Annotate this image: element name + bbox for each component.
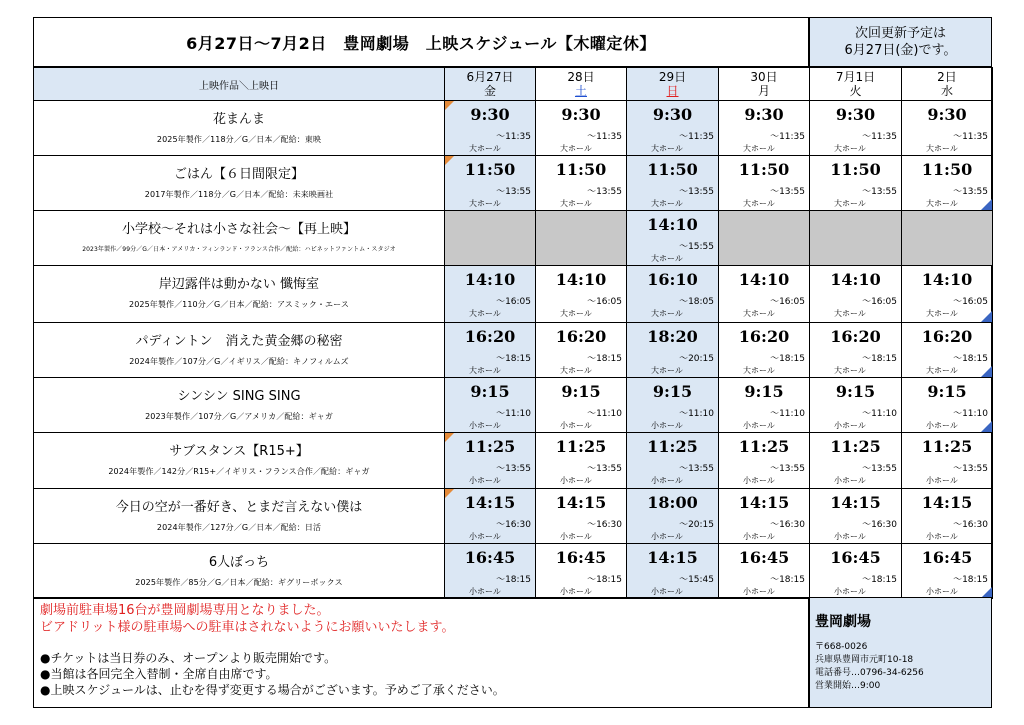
showtime-start: 14:15 xyxy=(738,493,790,512)
showtime-end: ～13:55 xyxy=(587,187,622,197)
film-title: サブスタンス【R15+】 xyxy=(169,444,309,459)
showtime-end: ～13:55 xyxy=(770,464,805,474)
showtime-cell xyxy=(902,266,993,323)
showtime-cell xyxy=(902,156,993,211)
showtime-start: 14:15 xyxy=(464,493,516,512)
showtime-start: 14:10 xyxy=(647,215,698,234)
showtime-end: ～16:30 xyxy=(496,520,531,530)
new-release-marker-icon xyxy=(445,433,454,442)
screen-hall: 小ホール xyxy=(743,421,775,430)
film-row xyxy=(34,156,993,211)
showtime-cell xyxy=(536,544,627,599)
day-header xyxy=(536,68,627,101)
film-title: 岸辺露伴は動かない 懺悔室 xyxy=(158,277,320,292)
street-address: 兵庫県豊岡市元町10-18 xyxy=(815,655,914,665)
showtime-cell xyxy=(627,156,719,211)
showtime-start: 16:20 xyxy=(830,327,881,346)
phone-number: 電話番号…0796-34-6256 xyxy=(815,668,924,678)
showtime-cell xyxy=(536,323,627,378)
screen-hall: 小ホール xyxy=(469,421,501,430)
film-info xyxy=(34,378,445,433)
screen-hall: 小ホール xyxy=(469,476,501,485)
showtime-cell xyxy=(719,489,810,544)
day-header xyxy=(719,68,810,101)
screen-hall: 大ホール xyxy=(560,366,592,375)
no-showing-cell xyxy=(719,211,810,266)
screen-hall: 大ホール xyxy=(469,366,501,375)
showtime-start: 14:10 xyxy=(830,270,881,289)
no-showing-cell xyxy=(902,211,993,266)
showtime-end: ～18:15 xyxy=(496,354,531,364)
showtime-cell xyxy=(719,266,810,323)
showtime-cell xyxy=(810,323,902,378)
screen-hall: 大ホール xyxy=(743,144,775,153)
showtime-end: ～18:15 xyxy=(587,354,622,364)
final-day-marker-icon xyxy=(981,421,992,432)
page-title: 6月27日～7月2日 豊岡劇場 上映スケジュール【木曜定休】 xyxy=(33,17,809,67)
screen-hall: 大ホール xyxy=(651,309,683,318)
showtime-start: 9:30 xyxy=(927,105,967,124)
showtime-end: ～11:35 xyxy=(679,132,714,142)
showtime-end: ～13:55 xyxy=(953,187,988,197)
film-title: 花まんま xyxy=(212,112,265,127)
no-showing-cell xyxy=(445,211,536,266)
theater-info xyxy=(809,597,992,708)
film-title: ごはん【６日間限定】 xyxy=(173,167,304,182)
showtime-end: ～16:05 xyxy=(953,297,988,307)
showtime-start: 11:50 xyxy=(738,160,790,179)
showtime-end: ～13:55 xyxy=(953,464,988,474)
showtime-end: ～16:30 xyxy=(862,520,897,530)
showtime-start: 16:20 xyxy=(921,327,973,346)
day-header xyxy=(627,68,719,101)
screen-hall: 大ホール xyxy=(834,366,866,375)
showtime-start: 16:45 xyxy=(738,548,790,567)
screen-hall: 小ホール xyxy=(926,476,958,485)
showtime-cell xyxy=(445,156,536,211)
screen-hall: 大ホール xyxy=(743,199,775,208)
screen-hall: 大ホール xyxy=(651,144,683,153)
screen-hall: 小ホール xyxy=(560,532,592,541)
film-row xyxy=(34,323,993,378)
new-release-marker-icon xyxy=(445,489,454,498)
showtime-start: 16:45 xyxy=(555,548,607,567)
showtime-end: ～13:55 xyxy=(496,187,531,197)
postal-code: 〒668-0026 xyxy=(815,642,868,652)
showtime-end: ～18:15 xyxy=(496,575,531,585)
showtime-start: 11:50 xyxy=(921,160,973,179)
showtime-start: 9:15 xyxy=(835,382,876,401)
film-row xyxy=(34,544,993,599)
screen-hall: 小ホール xyxy=(560,476,592,485)
showtime-start: 9:15 xyxy=(561,382,601,401)
film-info xyxy=(34,211,445,266)
opening-time: 営業開始…9:00 xyxy=(815,681,881,691)
showtime-cell xyxy=(445,266,536,323)
showtime-end: ～13:55 xyxy=(862,464,897,474)
film-details: 2023年製作／107分／G／アメリカ／配給：ギャガ xyxy=(145,412,333,421)
showtime-end: ～16:30 xyxy=(770,520,805,530)
showtime-cell xyxy=(627,211,719,266)
showtime-cell xyxy=(445,323,536,378)
showtime-start: 16:45 xyxy=(921,548,973,567)
day-date: 28日 xyxy=(567,70,595,84)
new-release-marker-icon xyxy=(445,101,454,110)
showtime-end: ～13:55 xyxy=(679,464,714,474)
showtime-end: ～11:10 xyxy=(496,409,531,419)
new-release-marker-icon xyxy=(445,156,454,165)
footer-notes xyxy=(33,597,809,708)
showtime-start: 9:15 xyxy=(652,382,693,401)
showtime-cell xyxy=(445,101,536,156)
showtime-start: 16:45 xyxy=(830,548,881,567)
showtime-cell xyxy=(627,378,719,433)
screen-hall: 大ホール xyxy=(651,199,683,208)
film-row xyxy=(34,378,993,433)
screen-hall: 大ホール xyxy=(560,144,592,153)
screen-hall: 小ホール xyxy=(651,476,683,485)
showtime-start: 14:10 xyxy=(921,270,973,289)
showtime-end: ～13:55 xyxy=(496,464,531,474)
showtime-end: ～11:10 xyxy=(953,409,988,419)
showtime-cell xyxy=(810,433,902,489)
screen-hall: 小ホール xyxy=(743,532,775,541)
screen-hall: 小ホール xyxy=(651,532,683,541)
screen-hall: 大ホール xyxy=(926,199,958,208)
showtime-end: ～20:15 xyxy=(679,354,714,364)
showtime-cell xyxy=(810,489,902,544)
day-date: 2日 xyxy=(937,70,957,84)
schedule-table xyxy=(33,67,993,599)
screen-hall: 大ホール xyxy=(743,309,775,318)
showtime-start: 11:25 xyxy=(921,437,973,456)
showtime-end: ～18:15 xyxy=(770,354,805,364)
screen-hall: 小ホール xyxy=(469,532,501,541)
screen-hall: 大ホール xyxy=(834,199,866,208)
screen-hall: 小ホール xyxy=(743,587,775,596)
showtime-end: ～13:55 xyxy=(862,187,897,197)
showtime-end: ～18:05 xyxy=(679,297,714,307)
showtime-end: ～13:55 xyxy=(770,187,805,197)
film-details: 2025年製作／118分／G／日本／配給：東映 xyxy=(156,135,322,144)
update-notice-line2: 6月27日(金)です。 xyxy=(844,43,957,58)
day-weekday: 水 xyxy=(940,84,953,98)
showtime-end: ～18:15 xyxy=(587,575,622,585)
screen-hall: 小ホール xyxy=(469,587,501,596)
film-row xyxy=(34,101,993,156)
showtime-end: ～11:35 xyxy=(587,132,622,142)
film-title: シンシン SING SING xyxy=(177,389,301,404)
screen-hall: 小ホール xyxy=(651,587,683,596)
showtime-start: 14:10 xyxy=(738,270,790,289)
showtime-cell xyxy=(627,266,719,323)
showtime-cell xyxy=(719,156,810,211)
showtime-cell xyxy=(536,266,627,323)
day-header xyxy=(445,68,536,101)
notes-list xyxy=(40,650,808,698)
showtime-cell xyxy=(719,323,810,378)
screen-hall: 小ホール xyxy=(926,421,958,430)
day-date: 30日 xyxy=(750,70,778,84)
showtime-start: 11:50 xyxy=(830,160,881,179)
note-item: ●チケットは当日券のみ、オープンより販売開始です。 xyxy=(40,651,337,665)
screen-hall: 小ホール xyxy=(743,476,775,485)
film-row xyxy=(34,433,993,489)
parking-notice-line2: ビアドリット様の駐車場への駐車はされないようにお願いいたします。 xyxy=(40,620,455,635)
showtime-cell xyxy=(810,378,902,433)
showtime-start: 18:00 xyxy=(647,493,698,512)
showtime-end: ～11:10 xyxy=(770,409,805,419)
screen-hall: 大ホール xyxy=(834,144,866,153)
showtime-start: 16:10 xyxy=(647,270,698,289)
day-date: 6月27日 xyxy=(466,70,514,84)
showtime-start: 9:30 xyxy=(561,105,601,124)
film-details: 2024年製作／107分／G／イギリス／配給：キノフィルムズ xyxy=(129,357,349,366)
showtime-end: ～11:10 xyxy=(862,409,897,419)
showtime-end: ～15:45 xyxy=(679,575,714,585)
showtime-end: ～20:15 xyxy=(679,520,714,530)
showtime-start: 11:50 xyxy=(555,160,607,179)
showtime-start: 11:25 xyxy=(738,437,790,456)
showtime-end: ～16:30 xyxy=(587,520,622,530)
film-title: 今日の空が一番好き、とまだ言えない僕は xyxy=(115,500,363,515)
film-row xyxy=(34,266,993,323)
screen-hall: 大ホール xyxy=(834,309,866,318)
screen-hall: 小ホール xyxy=(834,587,866,596)
showtime-start: 9:30 xyxy=(835,105,876,124)
showtime-cell xyxy=(810,544,902,599)
showtime-cell xyxy=(445,489,536,544)
note-item: ●上映スケジュールは、止むを得ず変更する場合がございます。予めご了承ください。 xyxy=(40,683,505,697)
film-info xyxy=(34,156,445,211)
no-showing-cell xyxy=(810,211,902,266)
showtime-cell xyxy=(902,544,993,599)
film-row xyxy=(34,489,993,544)
showtime-cell xyxy=(627,433,719,489)
showtime-cell xyxy=(627,544,719,599)
screen-hall: 大ホール xyxy=(926,144,958,153)
film-details: 2024年製作／142分／R15+／イギリス・フランス合作／配給：ギャガ xyxy=(108,467,370,476)
showtime-cell xyxy=(627,489,719,544)
film-title: 6人ぼっち xyxy=(208,555,270,570)
header-row xyxy=(34,68,993,101)
showtime-start: 18:20 xyxy=(647,327,698,346)
day-date: 29日 xyxy=(658,70,687,84)
showtime-end: ～13:55 xyxy=(679,187,714,197)
showtime-cell xyxy=(536,433,627,489)
showtime-end: ～11:10 xyxy=(679,409,714,419)
showtime-start: 11:25 xyxy=(555,437,607,456)
showtime-start: 9:15 xyxy=(744,382,784,401)
film-details: 2025年製作／85分／G／日本／配給：ギグリーボックス xyxy=(135,578,343,587)
day-weekday: 金 xyxy=(483,84,496,98)
screen-hall: 小ホール xyxy=(560,421,592,430)
showtime-end: ～13:55 xyxy=(587,464,622,474)
screen-hall: 大ホール xyxy=(651,366,683,375)
showtime-cell xyxy=(810,266,902,323)
showtime-start: 11:25 xyxy=(830,437,881,456)
screen-hall: 大ホール xyxy=(651,254,683,263)
film-details: 2025年製作／110分／G／日本／配給：アスミック・エース xyxy=(129,300,349,309)
showtime-cell xyxy=(719,433,810,489)
showtime-end: ～18:15 xyxy=(770,575,805,585)
showtime-cell xyxy=(445,544,536,599)
day-header xyxy=(810,68,902,101)
showtime-end: ～16:05 xyxy=(587,297,622,307)
theater-name: 豊岡劇場 xyxy=(815,614,871,630)
parking-notice xyxy=(40,602,808,636)
film-info xyxy=(34,323,445,378)
showtime-start: 9:30 xyxy=(744,105,784,124)
showtime-end: ～18:15 xyxy=(862,575,897,585)
screen-hall: 大ホール xyxy=(469,144,501,153)
screen-hall: 小ホール xyxy=(834,421,866,430)
showtime-start: 14:15 xyxy=(921,493,973,512)
showtime-start: 11:50 xyxy=(464,160,516,179)
day-weekday: 火 xyxy=(849,84,862,98)
showtime-cell xyxy=(902,101,993,156)
showtime-cell xyxy=(719,378,810,433)
showtime-end: ～11:35 xyxy=(496,132,531,142)
film-info xyxy=(34,489,445,544)
film-row xyxy=(34,211,993,266)
parking-notice-line1: 劇場前駐車場16台が豊岡劇場専用となりました。 xyxy=(40,603,330,618)
showtime-start: 14:10 xyxy=(555,270,607,289)
showtime-cell xyxy=(536,378,627,433)
showtime-cell xyxy=(536,489,627,544)
showtime-start: 16:20 xyxy=(555,327,607,346)
showtime-start: 11:25 xyxy=(464,437,516,456)
showtime-end: ～11:35 xyxy=(862,132,897,142)
showtime-start: 16:20 xyxy=(464,327,516,346)
showtime-start: 11:25 xyxy=(647,437,698,456)
film-info xyxy=(34,266,445,323)
screen-hall: 大ホール xyxy=(469,309,501,318)
showtime-cell xyxy=(902,378,993,433)
showtime-start: 9:15 xyxy=(927,382,967,401)
final-day-marker-icon xyxy=(981,366,992,377)
showtime-end: ～11:35 xyxy=(770,132,805,142)
showtime-end: ～11:35 xyxy=(953,132,988,142)
film-info xyxy=(34,433,445,489)
day-weekday: 月 xyxy=(757,84,770,98)
screen-hall: 大ホール xyxy=(560,309,592,318)
update-notice-line1: 次回更新予定は xyxy=(854,26,946,41)
showtime-cell xyxy=(810,156,902,211)
screen-hall: 小ホール xyxy=(926,532,958,541)
showtime-cell xyxy=(902,489,993,544)
day-header xyxy=(902,68,993,101)
showtime-end: ～18:15 xyxy=(862,354,897,364)
showtime-cell xyxy=(719,544,810,599)
showtime-cell xyxy=(536,156,627,211)
showtime-end: ～16:05 xyxy=(496,297,531,307)
day-weekday: 土 xyxy=(574,84,587,98)
theater-address xyxy=(815,641,991,693)
film-info xyxy=(34,544,445,599)
showtime-end: ～18:15 xyxy=(953,575,988,585)
showtime-start: 14:15 xyxy=(830,493,881,512)
showtime-start: 14:15 xyxy=(647,548,698,567)
film-info xyxy=(34,101,445,156)
showtime-end: ～18:15 xyxy=(953,354,988,364)
screen-hall: 小ホール xyxy=(834,476,866,485)
showtime-end: ～11:10 xyxy=(587,409,622,419)
update-notice xyxy=(809,17,992,67)
showtime-cell xyxy=(902,433,993,489)
showtime-cell xyxy=(536,101,627,156)
note-item: ●当館は各回完全入替制・全席自由席です。 xyxy=(40,667,278,681)
screen-hall: 小ホール xyxy=(834,532,866,541)
showtime-start: 9:30 xyxy=(652,105,693,124)
film-details: 2024年製作／127分／G／日本／配給：日活 xyxy=(156,523,322,532)
day-weekday: 日 xyxy=(666,84,679,98)
showtime-start: 9:15 xyxy=(470,382,510,401)
showtime-end: ～16:05 xyxy=(770,297,805,307)
film-title: 小学校～それは小さな社会～【再上映】 xyxy=(121,222,356,237)
showtime-start: 16:45 xyxy=(464,548,516,567)
showtime-cell xyxy=(719,101,810,156)
showtime-cell xyxy=(627,101,719,156)
showtime-start: 16:20 xyxy=(738,327,790,346)
showtime-cell xyxy=(445,378,536,433)
showtime-cell xyxy=(810,101,902,156)
final-day-marker-icon xyxy=(981,199,992,210)
showtime-start: 14:10 xyxy=(464,270,516,289)
showtime-end: ～16:05 xyxy=(862,297,897,307)
screen-hall: 大ホール xyxy=(743,366,775,375)
showtime-end: ～16:30 xyxy=(953,520,988,530)
screen-hall: 大ホール xyxy=(560,199,592,208)
showtime-cell xyxy=(445,433,536,489)
film-details: 2023年製作／99分／G／日本・アメリカ・フィンランド・フランス合作／配給：ハピネットファントム・スタジオ xyxy=(82,246,396,253)
film-details: 2017年製作／118分／G／日本／配給：未来映画社 xyxy=(144,190,334,199)
final-day-marker-icon xyxy=(981,311,992,322)
showtime-start: 9:30 xyxy=(470,105,510,124)
showtime-cell xyxy=(627,323,719,378)
film-title: パディントン 消えた黄金郷の秘密 xyxy=(135,334,343,349)
day-date: 7月1日 xyxy=(835,70,876,84)
screen-hall: 大ホール xyxy=(469,199,501,208)
header-label: 上映作品＼上映日 xyxy=(34,68,445,101)
screen-hall: 小ホール xyxy=(560,587,592,596)
showtime-cell xyxy=(902,323,993,378)
showtime-end: ～15:55 xyxy=(679,242,714,252)
screen-hall: 小ホール xyxy=(651,421,683,430)
screen-hall: 小ホール xyxy=(926,587,958,596)
showtime-start: 14:15 xyxy=(555,493,607,512)
screen-hall: 大ホール xyxy=(926,366,958,375)
no-showing-cell xyxy=(536,211,627,266)
screen-hall: 大ホール xyxy=(926,309,958,318)
showtime-start: 11:50 xyxy=(647,160,698,179)
